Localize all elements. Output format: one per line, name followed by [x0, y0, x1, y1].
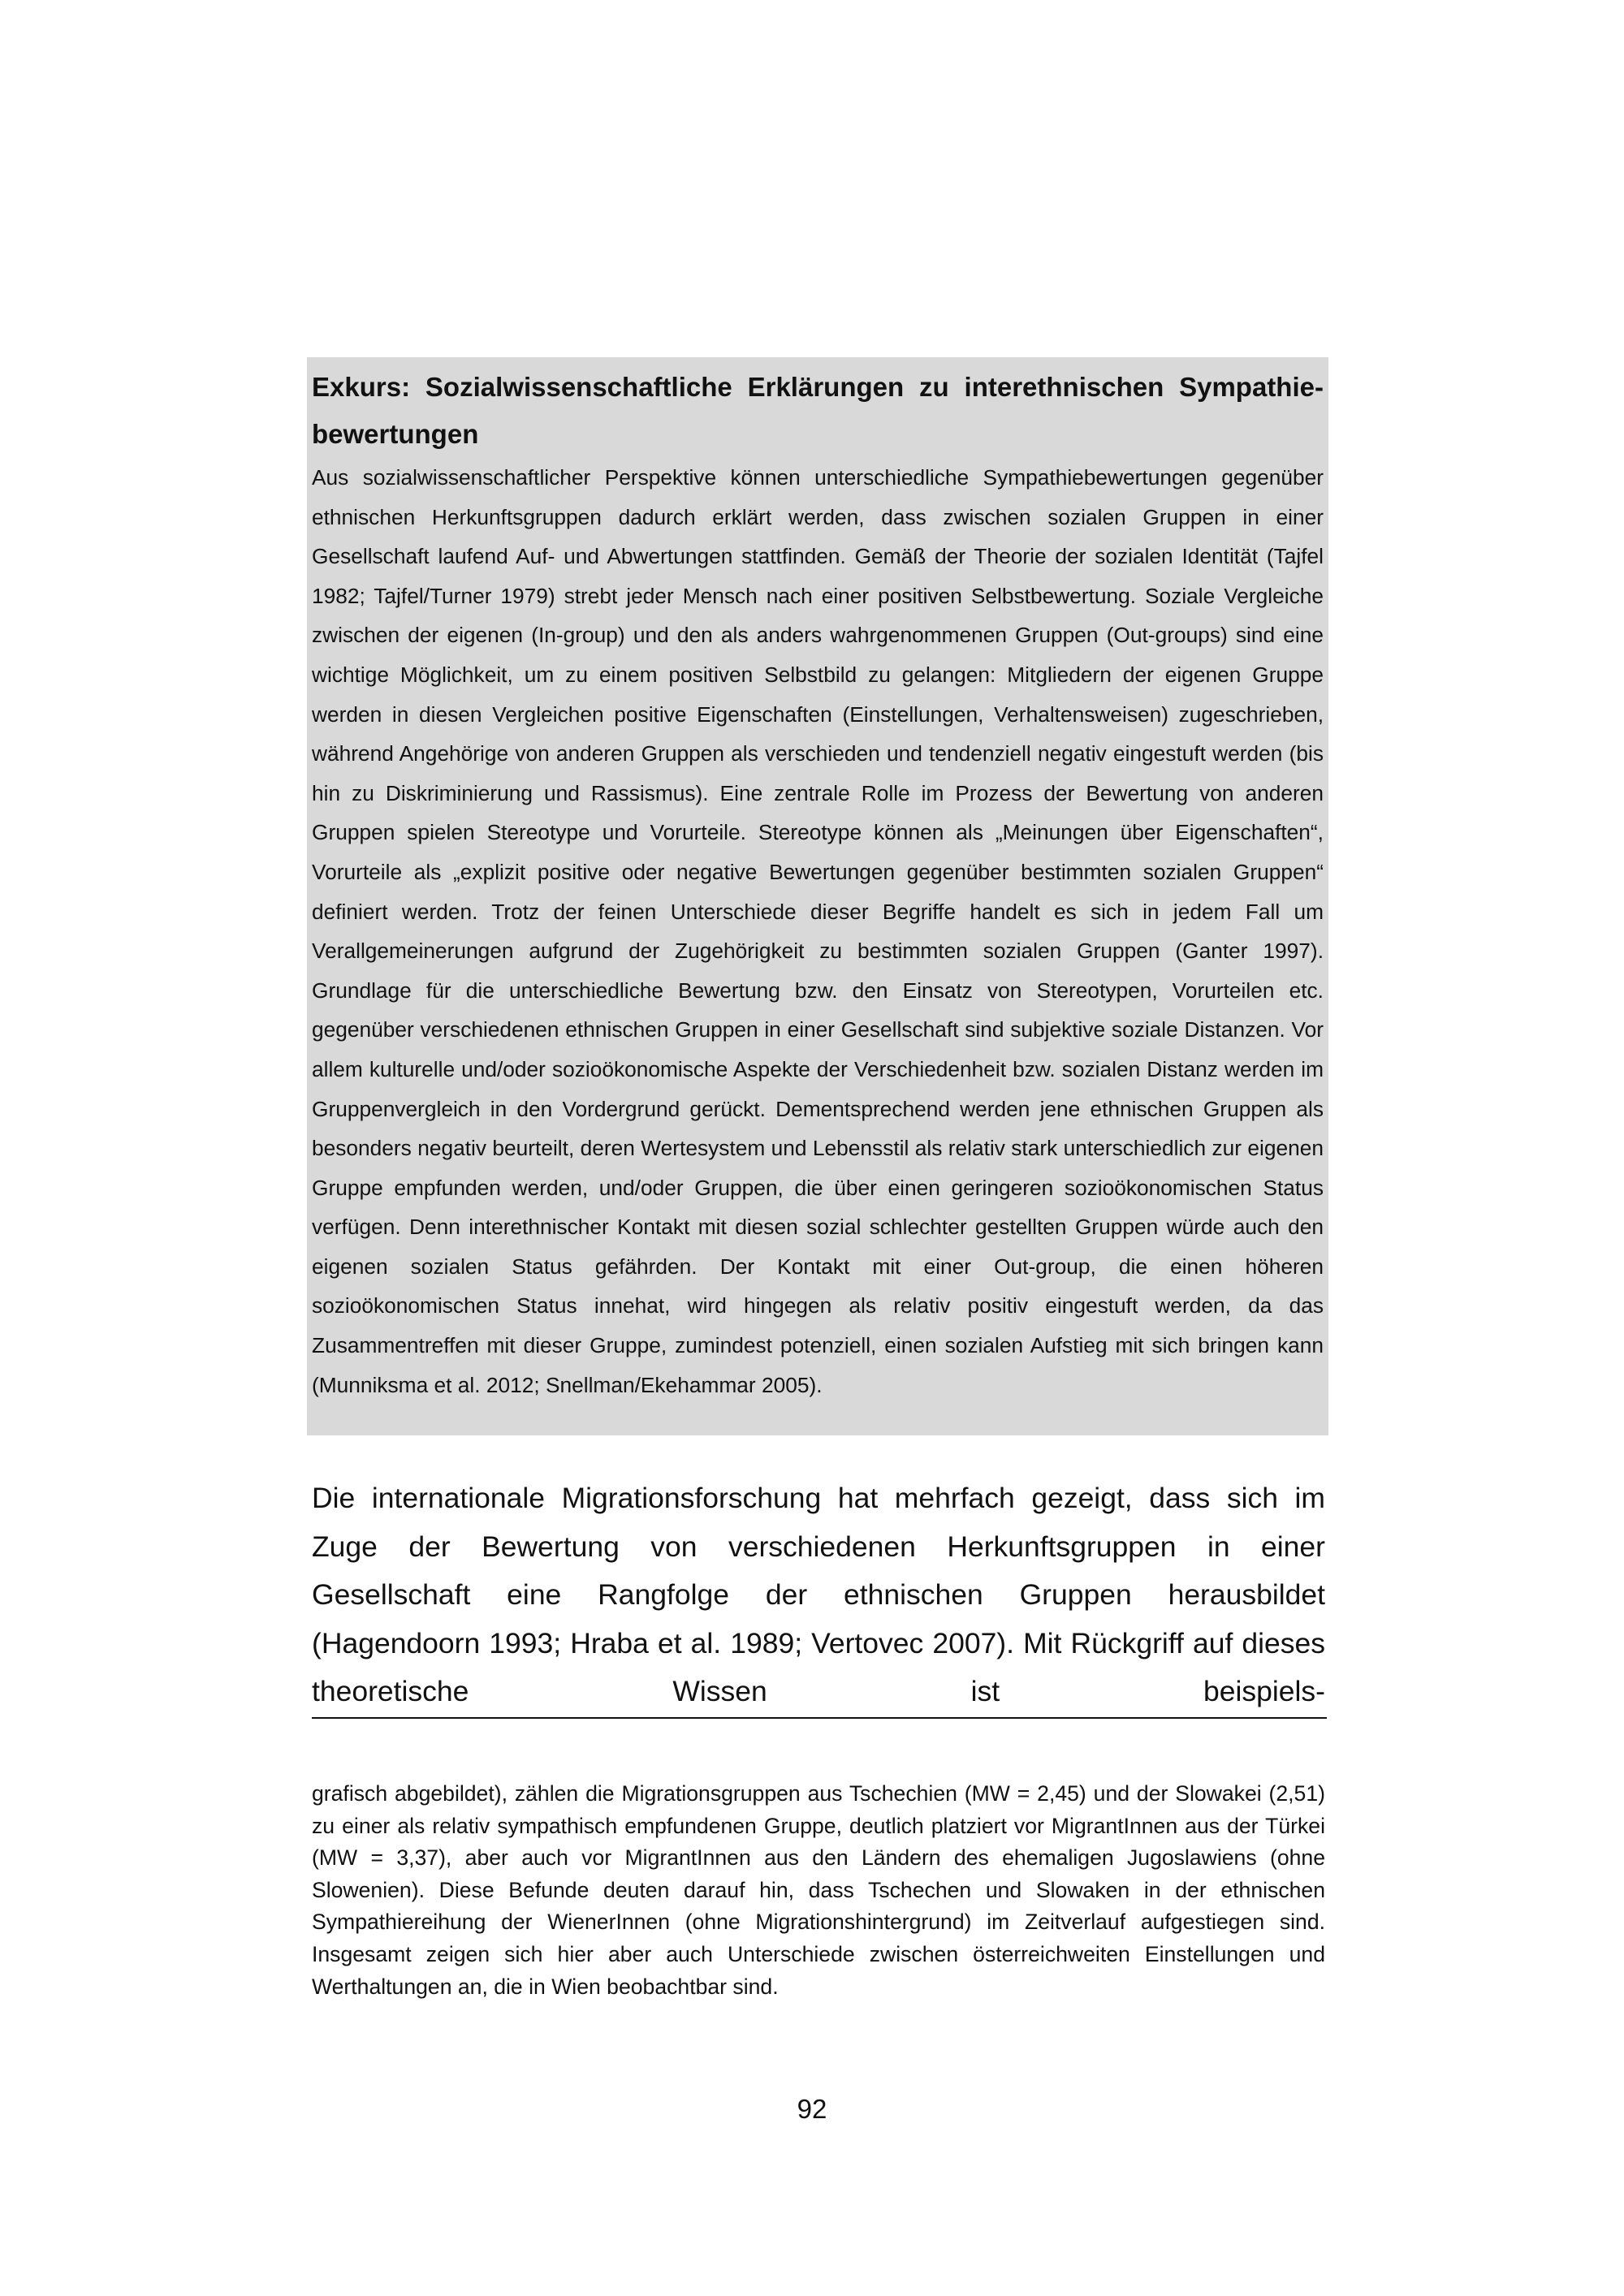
- exkurs-title: Exkurs: Sozialwissenschaftliche Erklärungen zu interethnischen Sympathiebewertungen: [312, 372, 1324, 449]
- page-number: 92: [797, 2094, 827, 2124]
- main-paragraph: Die internationale Migrationsforschung hat mehrfach gezeigt, dass sich im Zuge der Bewertung von verschiedenen Herkunftsgruppen in einer Gesellschaft eine Rangfolge der ethnischen Gruppen herausbildet (Hagendoorn 1993; Hraba et al. 1989; Vertovec 2007). Mit Rückgriff auf dieses theoretische Wissen ist beispiels-: [312, 1482, 1325, 1707]
- exkurs-box: [307, 357, 1328, 1435]
- footnote-separator: [312, 1717, 1327, 1719]
- footnote-text: grafisch abgebildet), zählen die Migrationsgruppen aus Tschechien (MW = 2,45) und der Slowakei (2,51) zu einer als relativ sympathisch empfundenen Gruppe, deutlich platziert vor MigrantInnen aus der Türkei (MW = 3,37), aber auch vor MigrantInnen aus den Ländern des ehemaligen Jugoslawiens (ohne Slowenien). Diese Befunde deuten darauf hin, dass Tschechen und Slowaken in der ethnischen Sympathiereihung der WienerInnen (ohne Migrationshintergrund) im Zeitverlauf aufgestiegen sind. Insgesamt zeigen sich hier aber auch Unterschiede zwischen österreichweiten Einstellungen und Werthaltungen an, die in Wien beobachtbar sind.: [312, 1781, 1325, 1999]
- exkurs-body-text: Aus sozialwissenschaftlicher Perspektive können unterschiedliche Sympathiebewertungen gegenüber ethnischen Herkunftsgruppen dadurch erklärt werden, dass zwischen sozialen Gruppen in einer Gesellschaft laufend Auf- und Abwertungen stattfinden. Gemäß der Theorie der sozialen Identität (Tajfel 1982; Tajfel/Turner 1979) strebt jeder Mensch nach einer positiven Selbstbewertung. Soziale Vergleiche zwischen der eigenen (In-group) und den als anders wahrgenommenen Gruppen (Out-groups) sind eine wichtige Möglichkeit, um zu einem positiven Selbstbild zu gelangen: Mitgliedern der eigenen Gruppe werden in diesen Vergleichen positive Eigenschaften (Einstellungen, Verhaltensweisen) zugeschrieben, während Angehörige von anderen Gruppen als verschieden und tendenziell negativ eingestuft werden (bis hin zu Diskriminierung und Rassismus). Eine zentrale Rolle im Prozess der Bewertung von anderen Gruppen spielen Stereotype und Vorurteile. Stereotype können als „Meinungen über Eigenschaften“, Vorurteile als „explizit positive oder negative Bewertungen gegenüber bestimmten sozialen Gruppen“ definiert werden. Trotz der feinen Unterschiede dieser Begriffe handelt es sich in jedem Fall um Verallgemeinerungen aufgrund der Zugehörigkeit zu bestimmten sozialen Gruppen (Ganter 1997). Grundlage für die unterschiedliche Bewertung bzw. den Einsatz von Stereotypen, Vorurteilen etc. gegenüber verschiedenen ethnischen Gruppen in einer Gesellschaft sind subjektive soziale Distanzen. Vor allem kulturelle und/oder sozioökonomische Aspekte der Verschiedenheit bzw. sozialen Distanz werden im Gruppenvergleich in den Vordergrund gerückt. Dementsprechend werden jene ethnischen Gruppen als besonders negativ beurteilt, deren Wertesystem und Lebensstil als relativ stark unterschiedlich zur eigenen Gruppe empfunden werden, und/oder Gruppen, die über einen geringeren sozioökonomischen Status verfügen. Denn interethnischer Kontakt mit diesen sozial schlechter gestellten Gruppen würde auch den eigenen sozialen Status gefährden. Der Kontakt mit einer Out-group, die einen höheren sozioökonomischen Status innehat, wird hingegen als relativ positiv eingestuft werden, da das Zusammentreffen mit dieser Gruppe, zumindest potenziell, einen sozialen Aufstieg mit sich bringen kann (Munniksma et al. 2012; Snellman/Ekehammar 2005).: [312, 465, 1324, 1397]
